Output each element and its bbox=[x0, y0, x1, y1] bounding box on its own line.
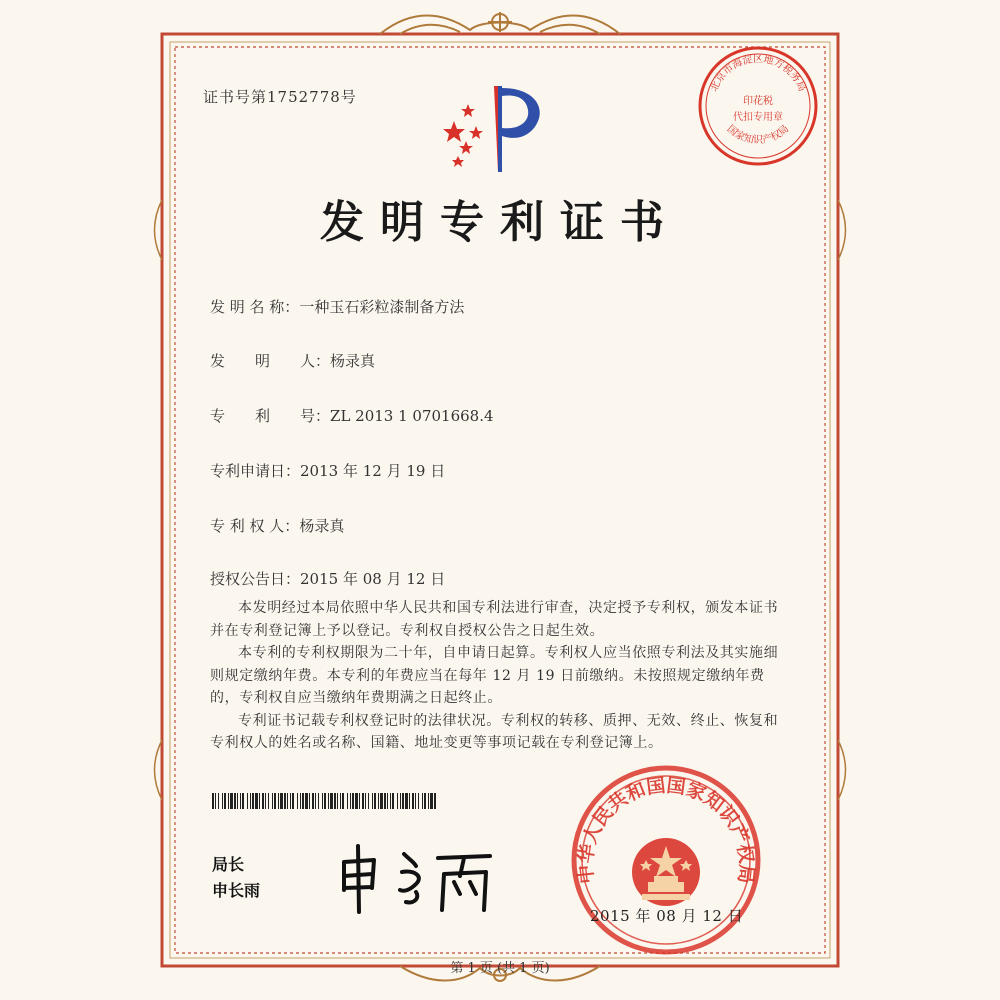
certificate-number: 证书号第1752778号 bbox=[203, 88, 357, 106]
field-value: 杨录真 bbox=[330, 352, 376, 370]
patent-office-emblem-icon bbox=[436, 76, 556, 176]
main-seal-ring-text: 中华人民共和国国家知识产权局 bbox=[574, 774, 758, 885]
top-seal-ring-text: 北京市海淀区地方税务局 bbox=[708, 54, 808, 94]
field-grant-date bbox=[210, 568, 445, 589]
field-value: 杨录真 bbox=[299, 517, 345, 535]
field-label: 专利申请日： bbox=[210, 462, 301, 480]
national-emblem-icon bbox=[632, 838, 700, 906]
top-seal-center-line1: 印花税 bbox=[743, 96, 773, 107]
field-value: 一种玉石彩粒漆制备方法 bbox=[299, 298, 465, 316]
national-ip-office-seal bbox=[566, 760, 766, 960]
field-value: ZL 2013 1 0701668.4 bbox=[330, 407, 494, 425]
handwritten-signature bbox=[330, 832, 500, 917]
issue-date: 2015 年 08 月 12 日 bbox=[590, 907, 744, 925]
director-title: 局长 bbox=[212, 855, 245, 874]
field-value: 2015 年 08 月 12 日 bbox=[300, 570, 446, 588]
field-label: 专 利 号： bbox=[210, 407, 331, 425]
field-inventor bbox=[210, 350, 375, 371]
field-patentee bbox=[210, 515, 344, 536]
field-label: 专 利 权 人： bbox=[210, 517, 300, 535]
tax-stamp-seal bbox=[696, 44, 820, 168]
barcode-icon bbox=[212, 793, 436, 809]
field-label: 发 明 名 称： bbox=[210, 298, 300, 316]
top-seal-bottom-text: 国家知识产权局 bbox=[724, 123, 792, 147]
field-patent-number bbox=[210, 405, 494, 426]
field-value: 2013 年 12 月 19 日 bbox=[300, 462, 446, 480]
body-paragraph: 专利证书记载专利权登记时的法律状况。专利权的转移、质押、无效、终止、恢复和专利权人的姓名或名称、国籍、地址变更等事项记载在专利登记簿上。 bbox=[210, 712, 779, 751]
director-name: 申长雨 bbox=[212, 881, 261, 900]
certificate-title: 发明专利证书 bbox=[320, 197, 680, 248]
certificate-body bbox=[210, 597, 785, 755]
top-seal-center-line2: 代扣专用章 bbox=[733, 112, 783, 123]
body-paragraph: 本发明经过本局依照中华人民共和国专利法进行审查，决定授予专利权，颁发本证书并在专利登记簿上予以登记。专利权自授权公告之日起生效。 bbox=[210, 600, 779, 639]
field-invention-name bbox=[210, 296, 464, 317]
field-label: 发 明 人： bbox=[210, 352, 331, 370]
field-label: 授权公告日： bbox=[210, 570, 301, 588]
page-footer: 第 1 页 (共 1 页) bbox=[450, 961, 550, 976]
body-paragraph: 本专利的专利权期限为二十年，自申请日起算。专利权人应当依照专利法及其实施细则规定缴纳年费。本专利的年费应当在每年 12 月 19 日前缴纳。未按照规定缴纳年费的，专利权自应当缴纳年费期满之日起终止。 bbox=[210, 645, 779, 706]
svg-text:国家知识产权局 bbox=[725, 123, 792, 146]
field-application-date bbox=[210, 460, 445, 481]
